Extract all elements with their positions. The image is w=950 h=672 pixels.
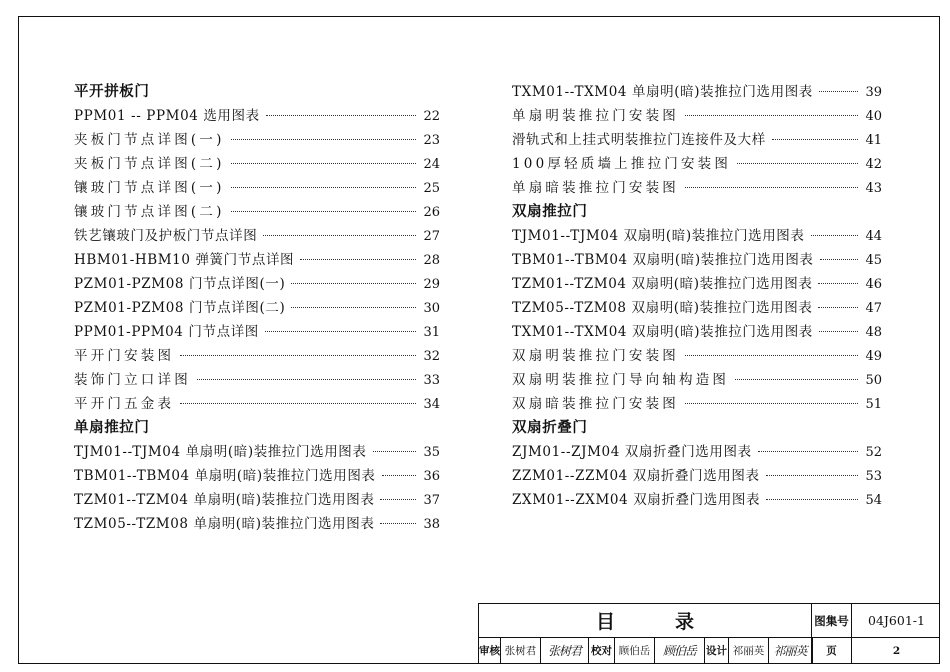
entry-title: 滑轨式和上挂式明装推拉门连接件及大样 (512, 132, 766, 148)
toc-entry (512, 128, 882, 152)
title-block (478, 603, 940, 664)
entry-page-number: 33 (423, 373, 440, 388)
entry-page-number: 34 (423, 397, 440, 412)
entry-title: PZM01-PZM08 门节点详图(二) (74, 300, 286, 316)
leader-dots (737, 163, 858, 164)
toc-entry (512, 488, 882, 512)
entry-title: TZM05--TZM08 双扇明(暗)装推拉门选用图表 (512, 300, 813, 316)
leader-dots (231, 163, 416, 164)
toc-entry (512, 176, 882, 200)
entry-title: 双扇明装推拉门安装图 (512, 348, 679, 364)
leader-dots (685, 403, 858, 404)
entry-title: TJM01--TJM04 单扇明(暗)装推拉门选用图表 (74, 444, 367, 460)
entry-title: 平开门安装图 (74, 348, 175, 364)
entry-page-number: 45 (865, 253, 882, 268)
designer-name: 祁丽英 (729, 638, 769, 663)
entry-title: TBM01--TBM04 双扇明(暗)装推拉门选用图表 (512, 252, 814, 268)
toc-entry (74, 368, 440, 392)
leader-dots (231, 139, 416, 140)
entry-title: 单扇明装推拉门安装图 (512, 108, 679, 124)
toc-entry (512, 392, 882, 416)
leader-dots (818, 307, 858, 308)
entry-page-number: 27 (423, 229, 440, 244)
entry-page-number: 22 (423, 109, 440, 124)
toc-right-column (512, 80, 882, 512)
toc-entry (512, 152, 882, 176)
title-block-title: 目录 (479, 604, 812, 637)
entry-title: HBM01-HBM10 弹簧门节点详图 (74, 252, 295, 268)
leader-dots (265, 331, 416, 332)
entry-title: TZM05--TZM08 单扇明(暗)装推拉门选用图表 (74, 516, 375, 532)
toc-section-heading (74, 416, 440, 440)
leader-dots (685, 187, 858, 188)
toc-entry (74, 464, 440, 488)
entry-page-number: 46 (865, 277, 882, 292)
toc-entry (74, 248, 440, 272)
toc-entry (74, 200, 440, 224)
entry-title: TXM01--TXM04 单扇明(暗)装推拉门选用图表 (512, 84, 813, 100)
page-number: 2 (892, 644, 901, 657)
leader-dots (266, 115, 416, 116)
leader-dots (819, 91, 858, 92)
toc-entry (74, 224, 440, 248)
entry-page-number: 28 (423, 253, 440, 268)
entry-page-number: 38 (423, 517, 440, 532)
toc-entry (74, 440, 440, 464)
entry-title: 双扇暗装推拉门安装图 (512, 396, 679, 412)
checker-name: 顾伯岳 (615, 638, 655, 663)
leader-dots (766, 475, 858, 476)
entry-page-number: 26 (423, 205, 440, 220)
entry-page-number: 41 (865, 133, 882, 148)
leader-dots (685, 355, 858, 356)
designer-signature: 祁丽英 (769, 638, 812, 663)
leader-dots (685, 115, 858, 116)
section-title: 单扇推拉门 (74, 419, 150, 436)
reviewer-name: 张树君 (501, 638, 541, 663)
toc-entry (74, 176, 440, 200)
leader-dots (291, 307, 416, 308)
entry-page-number: 50 (865, 373, 882, 388)
entry-title: TXM01--TXM04 双扇明(暗)装推拉门选用图表 (512, 324, 813, 340)
toc-left-column (74, 80, 440, 536)
entry-page-number: 39 (865, 85, 882, 100)
leader-dots (758, 451, 858, 452)
title-block-top-row (479, 604, 940, 638)
entry-page-number: 23 (423, 133, 440, 148)
entry-page-number: 32 (423, 349, 440, 364)
leader-dots (263, 235, 416, 236)
entry-title: 装饰门立口详图 (74, 372, 191, 388)
toc-entry (74, 392, 440, 416)
leader-dots (291, 283, 416, 284)
leader-dots (766, 499, 858, 500)
leader-dots (772, 139, 858, 140)
entry-page-number: 29 (423, 277, 440, 292)
page-label: 页 (812, 638, 852, 663)
leader-dots (180, 355, 416, 356)
toc-entry (512, 248, 882, 272)
entry-title: ZXM01--ZXM04 双扇折叠门选用图表 (512, 492, 761, 508)
toc-entry (74, 344, 440, 368)
entry-title: 镶玻门节点详图(二) (74, 204, 225, 220)
title-block-divider (812, 638, 813, 663)
entry-title: 平开门五金表 (74, 396, 175, 412)
entry-page-number: 42 (865, 157, 882, 172)
entry-title: ZZM01--ZZM04 双扇折叠门选用图表 (512, 468, 760, 484)
leader-dots (373, 451, 416, 452)
leader-dots (231, 187, 416, 188)
check-label: 校对 (589, 638, 615, 663)
toc-entry (512, 296, 882, 320)
toc-entry (74, 152, 440, 176)
leader-dots (735, 379, 858, 380)
entry-title: 夹板门节点详图(一) (74, 132, 225, 148)
leader-dots (380, 523, 416, 524)
toc-entry (512, 440, 882, 464)
entry-page-number: 51 (865, 397, 882, 412)
toc-entry (74, 104, 440, 128)
section-title: 双扇折叠门 (512, 419, 588, 436)
toc-entry (74, 296, 440, 320)
toc-entry (74, 488, 440, 512)
section-title: 平开拼板门 (74, 83, 150, 100)
entry-title: 100厚轻质墙上推拉门安装图 (512, 156, 732, 172)
entry-title: TBM01--TBM04 单扇明(暗)装推拉门选用图表 (74, 468, 376, 484)
entry-page-number: 53 (865, 469, 882, 484)
section-title: 双扇推拉门 (512, 203, 588, 220)
toc-entry (512, 368, 882, 392)
leader-dots (180, 403, 416, 404)
entry-page-number: 47 (865, 301, 882, 316)
reviewer-signature: 张树君 (541, 638, 589, 663)
leader-dots (819, 331, 858, 332)
title-block-bottom-row (479, 638, 940, 663)
toc-entry (512, 464, 882, 488)
entry-page-number: 24 (423, 157, 440, 172)
entry-title: TZM01--TZM04 单扇明(暗)装推拉门选用图表 (74, 492, 375, 508)
leader-dots (197, 379, 416, 380)
entry-title: 夹板门节点详图(二) (74, 156, 225, 172)
entry-page-number: 36 (423, 469, 440, 484)
checker-signature: 顾伯岳 (655, 638, 705, 663)
design-label: 设计 (705, 638, 729, 663)
entry-page-number: 48 (865, 325, 882, 340)
leader-dots (382, 475, 416, 476)
entry-page-number: 31 (423, 325, 440, 340)
entry-title: PZM01-PZM08 门节点详图(一) (74, 276, 286, 292)
entry-title: 镶玻门节点详图(一) (74, 180, 225, 196)
toc-section-heading (74, 80, 440, 104)
toc-entry (74, 512, 440, 536)
entry-title: ZJM01--ZJM04 双扇折叠门选用图表 (512, 444, 752, 460)
leader-dots (300, 259, 416, 260)
atlas-number: 04J601-1 (868, 613, 925, 628)
toc-entry (512, 320, 882, 344)
toc-entry (512, 80, 882, 104)
toc-entry (512, 344, 882, 368)
atlas-number-label: 图集号 (812, 604, 852, 637)
entry-title: TJM01--TJM04 双扇明(暗)装推拉门选用图表 (512, 228, 805, 244)
entry-title: 单扇暗装推拉门安装图 (512, 180, 679, 196)
entry-page-number: 37 (423, 493, 440, 508)
entry-page-number: 40 (865, 109, 882, 124)
toc-entry (74, 128, 440, 152)
entry-page-number: 30 (423, 301, 440, 316)
toc-entry (74, 320, 440, 344)
entry-page-number: 43 (865, 181, 882, 196)
entry-page-number: 54 (865, 493, 882, 508)
entry-page-number: 52 (865, 445, 882, 460)
review-label: 审核 (479, 638, 501, 663)
entry-page-number: 25 (423, 181, 440, 196)
leader-dots (811, 235, 858, 236)
toc-entry (512, 104, 882, 128)
toc-entry (512, 224, 882, 248)
leader-dots (818, 283, 858, 284)
entry-page-number: 35 (423, 445, 440, 460)
entry-title: 双扇明装推拉门导向轴构造图 (512, 372, 730, 388)
entry-title: TZM01--TZM04 双扇明(暗)装推拉门选用图表 (512, 276, 813, 292)
entry-title: 铁艺镶玻门及护板门节点详图 (74, 228, 258, 244)
entry-title: PPM01 -- PPM04 选用图表 (74, 108, 260, 124)
leader-dots (231, 211, 416, 212)
leader-dots (820, 259, 858, 260)
entry-page-number: 44 (865, 229, 882, 244)
entry-title: PPM01-PPM04 门节点详图 (74, 324, 259, 340)
toc-section-heading (512, 416, 882, 440)
toc-section-heading (512, 200, 882, 224)
leader-dots (380, 499, 416, 500)
toc-entry (512, 272, 882, 296)
entry-page-number: 49 (865, 349, 882, 364)
toc-entry (74, 272, 440, 296)
